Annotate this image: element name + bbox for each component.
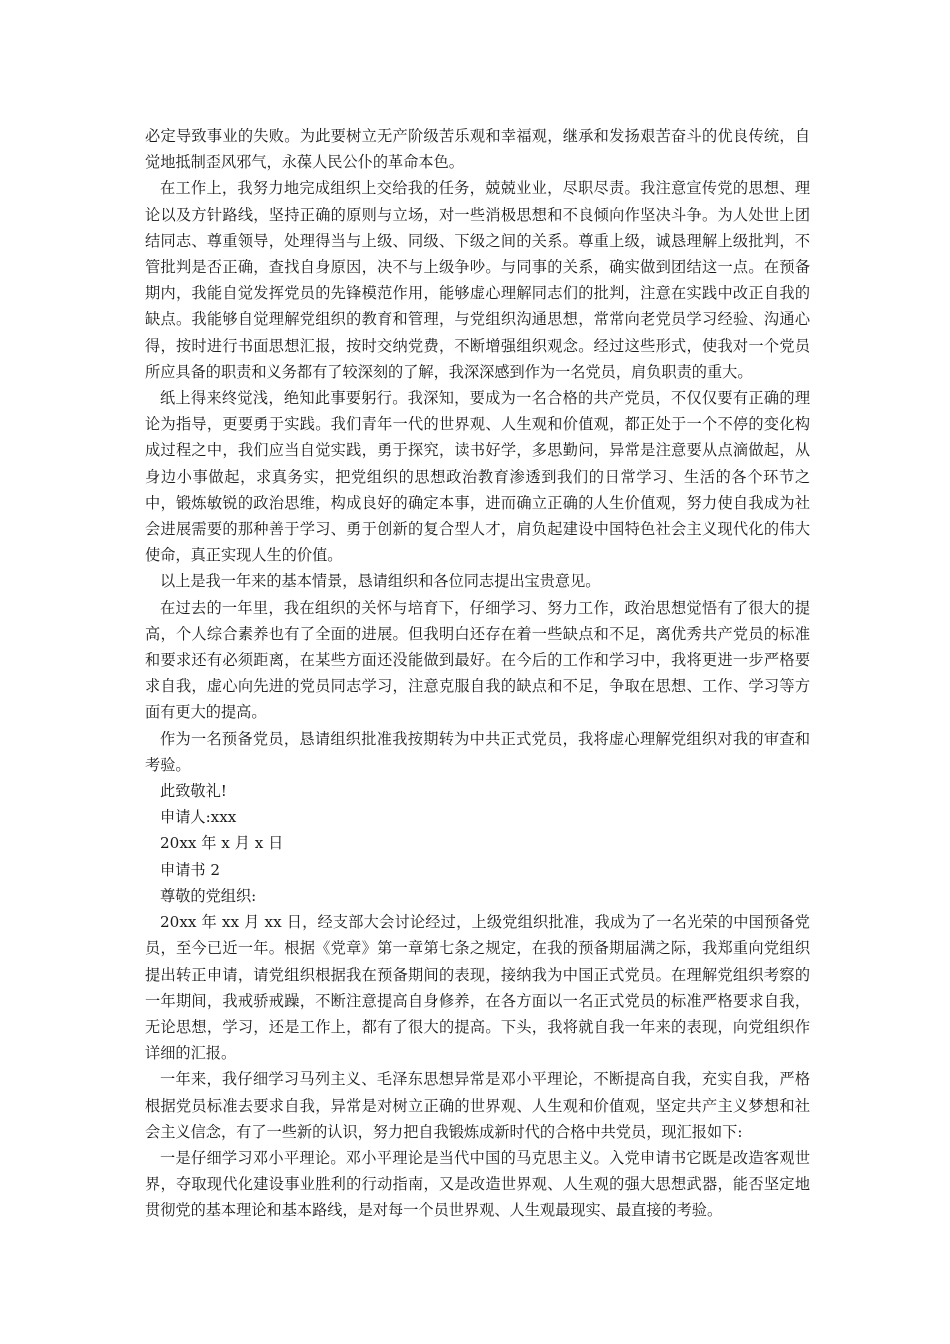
- greeting-line: 尊敬的党组织:: [160, 886, 257, 905]
- paragraph-6: 作为一名预备党员，恳请组织批准我按期转为中共正式党员，我将虚心理解党组织对我的审查和考验。: [145, 729, 810, 774]
- paragraph-1: 必定导致事业的失败。为此要树立无产阶级苦乐观和幸福观，继承和发扬艰苦奋斗的优良传统，自觉地抵制歪风邪气，永葆人民公仆的革命本色。: [145, 127, 810, 172]
- paragraph-2: 在工作上，我努力地完成组织上交给我的任务，兢兢业业，尽职尽责。我注意宣传党的思想、理论以及方针路线，坚持正确的原则与立场，对一些消极思想和不良倾向作坚决斗争。为人处世上团结同志、尊重领导，处理得当与上级、同级、下级之间的关系。尊重上级，诚恳理解上级批判，不管批判是否正确，查找自身原因，决不与上级争吵。与同事的关系，确实做到团结这一点。在预备期内，我能自觉发挥党员的先锋模范作用，能够虚心理解同志们的批判，注意在实践中改正自我的缺点。我能够自觉理解党组织的教育和管理，与党组织沟通思想，常常向老党员学习经验、沟通心得，按时进行书面思想汇报，按时交纳党费，不断增强组织观念。经过这些形式，使我对一个党员所应具备的职责和义务都有了较深刻的了解，我深深感到作为一名党员，肩负职责的重大。: [145, 179, 810, 381]
- paragraph-7: 20xx 年 xx 月 xx 日，经支部大会讨论经过，上级党组织批准，我成为了一名光荣的中国预备党员，至今已近一年。根据《党章》第一章第七条之规定，在我的预备期届满之际，我郑重向党组织提出转正申请，请党组织根据我在预备期间的表现，接纳我为中国正式党员。在理解党组织考察的一年期间，我戒骄戒躁，不断注意提高自身修养，在各方面以一名正式党员的标准严格要求自我，无论思想，学习，还是工作上，都有了很大的提高。下头，我将就自我一年来的表现，向党组织作详细的汇报。: [145, 913, 810, 1063]
- document-body: [145, 123, 810, 1224]
- paragraph-8: 一年来，我仔细学习马列主义、毛泽东思想异常是邓小平理论，不断提高自我，充实自我，严格根据党员标准去要求自我，异常是对树立正确的世界观、人生观和价值观，坚定共产主义梦想和社会主义信念，有了一些新的认识，努力把自我锻炼成新时代的合格中共党员，现汇报如下:: [145, 1070, 810, 1141]
- paragraph-4: 以上是我一年来的基本情景，恳请组织和各位同志提出宝贵意见。: [160, 572, 601, 591]
- paragraph-3: 纸上得来终觉浅，绝知此事要躬行。我深知，要成为一名合格的共产党员，不仅仅要有正确的理论为指导，更要勇于实践。我们青年一代的世界观、人生观和价值观，都正处于一个不停的变化构成过程之中，我们应当自觉实践，勇于探究，读书好学，多思勤问，异常是注意要从点滴做起，从身边小事做起，求真务实，把党组织的思想政治教育渗透到我们的日常学习、生活的各个环节之中，锻炼敏锐的政治思维，构成良好的确定本事，进而确立正确的人生价值观，努力使自我成为社会进展需要的那种善于学习、勇于创新的复合型人才，肩负起建设中国特色社会主义现代化的伟大使命，真正实现人生的价值。: [145, 389, 810, 565]
- applicant-line: 申请人:xxx: [160, 808, 237, 827]
- paragraph-9: 一是仔细学习邓小平理论。邓小平理论是当代中国的马克思主义。入党申请书它既是改造客观世界，夺取现代化建设事业胜利的行动指南，又是改造世界观、人生观的强大思想武器，能否坚定地贯彻党的基本理论和基本路线，是对每一个员世界观、人生观最现实、最直接的考验。: [145, 1148, 810, 1220]
- closing-salutation: 此致敬礼!: [160, 782, 227, 801]
- section-heading: 申请书 2: [160, 860, 221, 879]
- paragraph-5: 在过去的一年里，我在组织的关怀与培育下，仔细学习、努力工作，政治思想觉悟有了很大的提高，个人综合素养也有了全面的进展。但我明白还存在着一些缺点和不足，离优秀共产党员的标准和要求还有必须距离，在某些方面还没能做到最好。在今后的工作和学习中，我将更进一步严格要求自我，虚心向先进的党员同志学习，注意克服自我的缺点和不足，争取在思想、工作、学习等方面有更大的提高。: [145, 598, 810, 722]
- date-line: 20xx 年 x 月 x 日: [160, 834, 284, 853]
